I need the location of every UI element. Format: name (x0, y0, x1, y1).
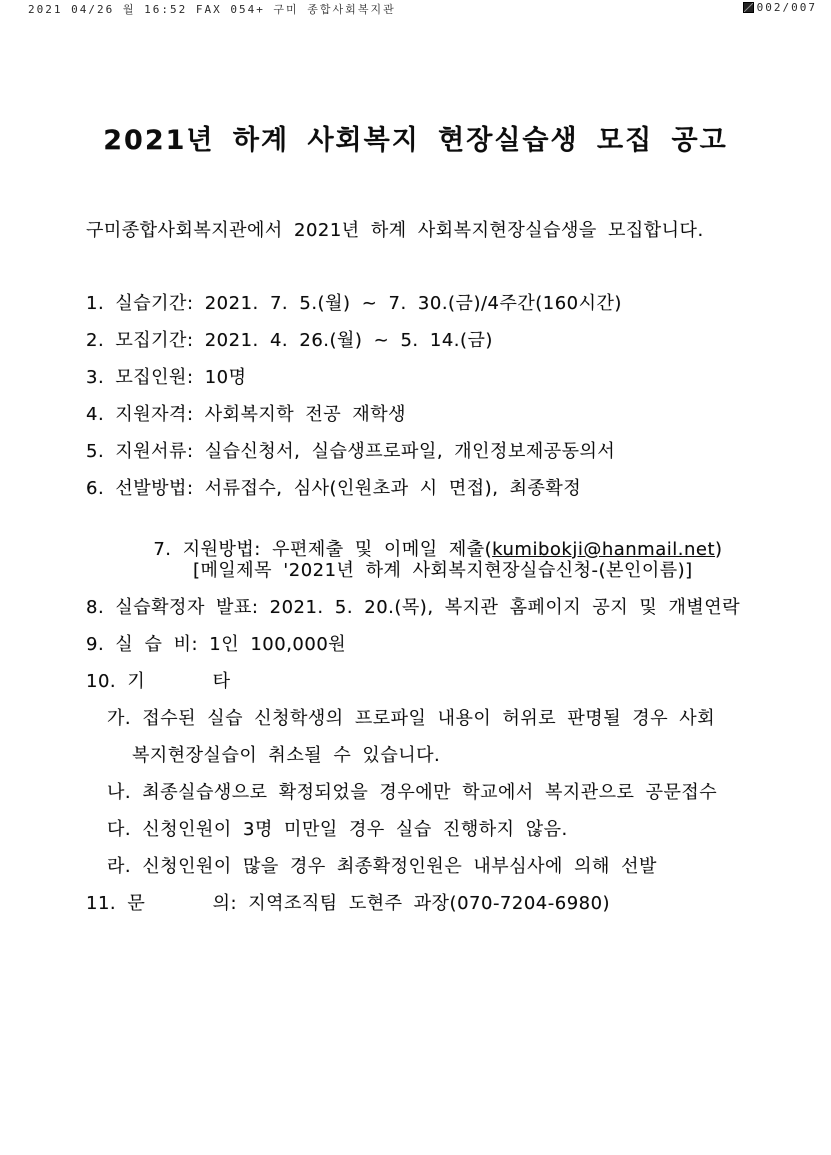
item-apply-method-prefix: 7. 지원방법: 우편제출 및 이메일 제출( (153, 539, 493, 560)
document-intro: 구미종합사회복지관에서 2021년 하계 사회복지현장실습생을 모집합니다. (86, 220, 704, 241)
etc-note-ra: 라. 신청인원이 많을 경우 최종확정인원은 내부심사에 의해 선발 (107, 856, 657, 877)
page-count-icon (743, 2, 754, 13)
item-announcement: 8. 실습확정자 발표: 2021. 5. 20.(목), 복지관 홈페이지 공지 및 개별연락 (86, 597, 741, 618)
item-practice-period: 1. 실습기간: 2021. 7. 5.(월) ~ 7. 30.(금)/4주간(160시간) (86, 293, 622, 314)
item-documents: 5. 지원서류: 실습신청서, 실습생프로파일, 개인정보제공동의서 (86, 441, 616, 462)
etc-note-da: 다. 신청인원이 3명 미만일 경우 실습 진행하지 않음. (107, 819, 568, 840)
mail-subject-note: [메일제목 '2021년 하계 사회복지현장실습신청-(본인이름)] (193, 560, 693, 581)
item-qualification: 4. 지원자격: 사회복지학 전공 재학생 (86, 404, 407, 425)
item-contact: 11. 문 의: 지역조직팀 도현주 과장(070-7204-6980) (86, 893, 611, 914)
item-fee: 9. 실 습 비: 1인 100,000원 (86, 634, 347, 655)
fax-header (0, 1, 831, 17)
item-recruit-period: 2. 모집기간: 2021. 4. 26.(월) ~ 5. 14.(금) (86, 330, 493, 351)
etc-note-ga-line2: 복지현장실습이 취소될 수 있습니다. (132, 745, 441, 766)
item-etc: 10. 기 타 (86, 671, 231, 692)
item-recruit-count: 3. 모집인원: 10명 (86, 367, 247, 388)
item-apply-method (86, 514, 796, 560)
fax-page-count: 002/007 (756, 1, 817, 14)
fax-header-left: 2021 04/26 월 16:52 FAX 054+ 구미 종합사회복지관 (28, 3, 396, 16)
email-link[interactable]: kumibokji@hanmail.net (492, 539, 716, 560)
item-selection-method: 6. 선발방법: 서류접수, 심사(인원초과 시 면접), 최종확정 (86, 478, 582, 499)
fax-header-right (743, 1, 817, 14)
item-apply-method-suffix: ) (715, 539, 723, 560)
document-title: 2021년 하계 사회복지 현장실습생 모집 공고 (103, 125, 728, 156)
etc-note-ga-line1: 가. 접수된 실습 신청학생의 프로파일 내용이 허위로 판명될 경우 사회 (107, 708, 716, 729)
etc-note-na: 나. 최종실습생으로 확정되었을 경우에만 학교에서 복지관으로 공문접수 (107, 782, 718, 803)
document-body (86, 292, 796, 929)
